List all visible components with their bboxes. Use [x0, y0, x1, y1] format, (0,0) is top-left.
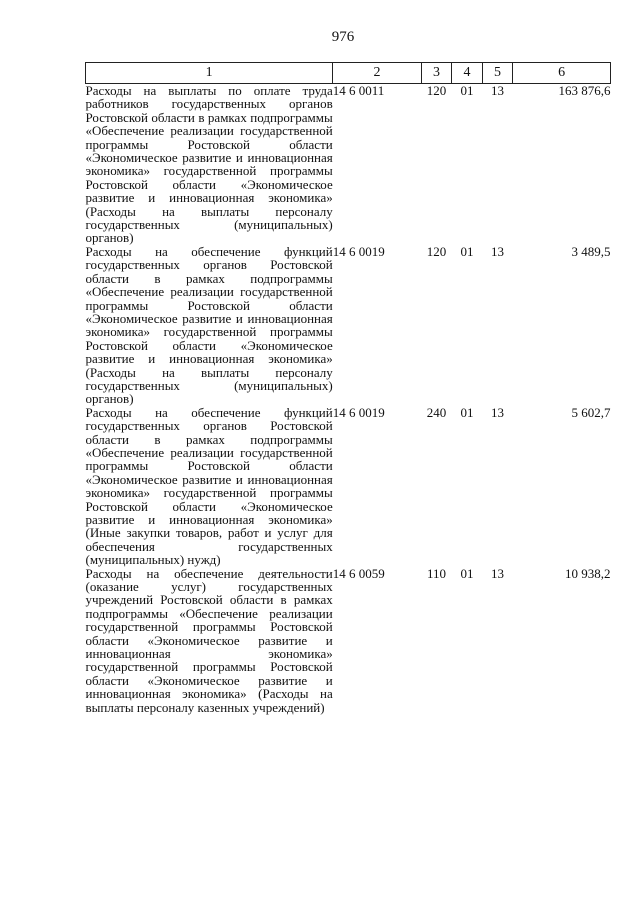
- column-header-description: 1: [86, 63, 333, 84]
- row-expense-type: 120: [426, 243, 447, 259]
- row-expense-type: 110: [426, 565, 447, 581]
- row-description: Расходы на обеспечение деятельности (оказание услуг) государственных учреждений Ростовской области в рамках подпрограммы «Обеспечение реализации государственной программы Ростовской области «Экономическое развитие и инновационная экономика» государственной программы Ростовской области «Экономическое развитие и инновационная экономика» (Расходы на выплаты персоналу казенных учреждений): [85, 565, 333, 715]
- row-target-code: 14 6 0019: [332, 404, 385, 420]
- row-section: 01: [460, 404, 474, 420]
- row-amount: 5 602,7: [571, 404, 611, 420]
- column-header-expense-type: 3: [421, 63, 452, 84]
- row-expense-type: 240: [426, 404, 447, 420]
- row-amount: 163 876,6: [558, 83, 611, 98]
- row-expense-type: 120: [426, 83, 447, 98]
- row-section: 01: [460, 565, 474, 581]
- row-target-code: 14 6 0059: [332, 565, 385, 581]
- row-amount: 3 489,5: [571, 243, 611, 259]
- row-target-code: 14 6 0011: [332, 83, 385, 98]
- row-section: 01: [460, 83, 474, 98]
- column-header-section: 4: [452, 63, 483, 84]
- column-header-amount: 6: [513, 63, 611, 84]
- row-target-code: 14 6 0019: [332, 243, 385, 259]
- table-row: [86, 406, 611, 567]
- page-number: 976: [331, 29, 355, 45]
- row-amount: 10 938,2: [565, 565, 611, 581]
- row-description: Расходы на обеспечение функций государственных органов Ростовской области в рамках подпрограммы «Обеспечение реализации государственной программы Ростовской области «Экономическое развитие и инновационная экономика» государственной программы Ростовской области «Экономическое развитие и инновационная экономика» (Иные закупки товаров, работ и услуг для обеспечения государственных (муниципальных) нужд): [85, 404, 333, 568]
- table-header-row: [86, 63, 611, 84]
- column-header-subsection: 5: [482, 63, 513, 84]
- column-header-target-code: 2: [333, 63, 422, 84]
- budget-table: [85, 62, 611, 714]
- row-subsection: 13: [491, 243, 505, 259]
- row-subsection: 13: [491, 565, 505, 581]
- row-description: Расходы на выплаты по оплате труда работников государственных органов Ростовской области в рамках подпрограммы «Обеспечение реализации государственной программы Ростовской области «Экономическое развитие и инновационная экономика» государственной программы Ростовской области «Экономическое развитие и инновационная экономика» (Расходы на выплаты персоналу государственных (муниципальных) органов): [85, 83, 333, 246]
- row-section: 01: [460, 243, 474, 259]
- table-row: [86, 84, 611, 245]
- row-subsection: 13: [491, 83, 505, 98]
- row-description: Расходы на обеспечение функций государственных органов Ростовской области в рамках подпрограммы «Обеспечение реализации государственной программы Ростовской области «Экономическое развитие и инновационная экономика» государственной программы Ростовской области «Экономическое развитие и инновационная экономика» (Расходы на выплаты персоналу государственных (муниципальных) органов): [85, 243, 333, 407]
- table-row: [86, 245, 611, 406]
- table-row: [86, 567, 611, 714]
- row-subsection: 13: [491, 404, 505, 420]
